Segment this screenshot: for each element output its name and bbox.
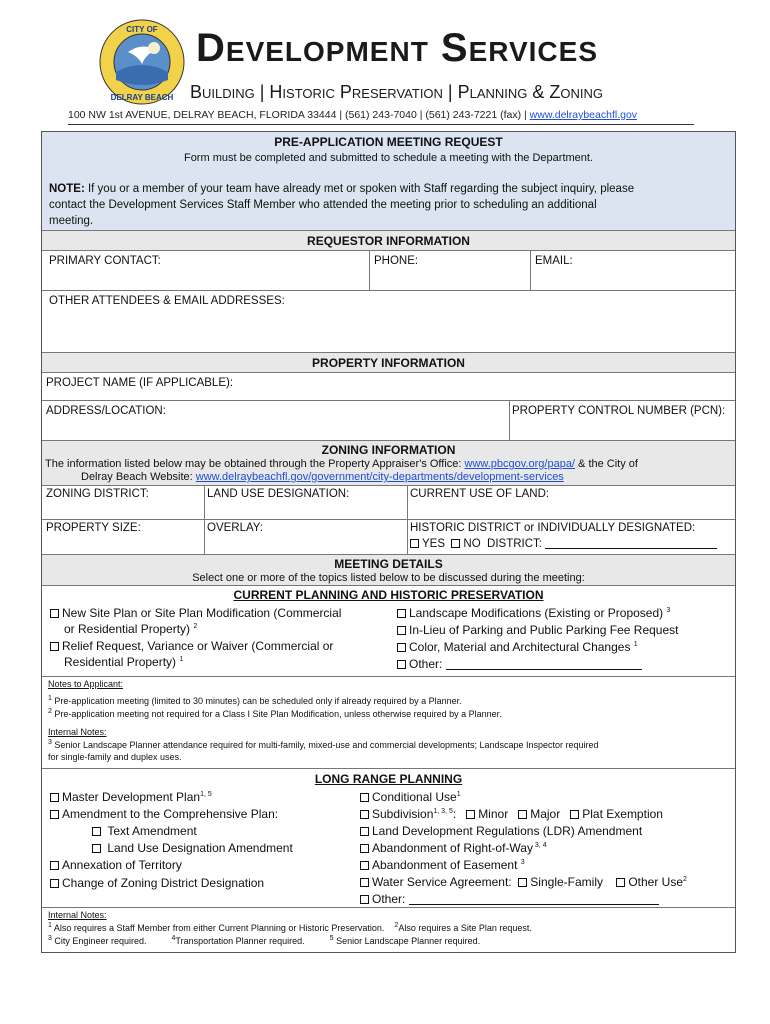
option-master-plan: Master Development Plan$^{1, 5}$	[50, 790, 212, 804]
divider	[42, 768, 735, 769]
option-easement-abandonment: Abandonment of Easement $^3$	[360, 858, 525, 872]
lr-other-checkbox[interactable]	[360, 895, 369, 904]
option-label: Water Service Agreement:	[372, 875, 512, 889]
option-label: Land Development Regulations (LDR) Amendment	[372, 824, 643, 838]
form-title: PRE-APPLICATION MEETING REQUEST	[274, 135, 503, 149]
historic-options	[410, 538, 717, 550]
option-subdivision: Subdivision$^{1, 3, 5}$: Minor Major Plat Exemption	[360, 807, 663, 821]
note-text: Transportation Planner required.	[175, 936, 305, 946]
overlay-label: OVERLAY:	[207, 522, 264, 534]
option-label: Other Use	[628, 875, 684, 889]
note-text: Pre-application meeting not required for a Class I Site Plan Modification, unless otherwise required by a Planner.	[54, 709, 502, 719]
comp-plan-checkbox[interactable]	[50, 810, 59, 819]
lr-internal-notes-line-2: $^3$ City Engineer required. $^4$Transportation Planner required. $^5$ Senior Landscape Planner required.	[48, 935, 481, 946]
easement-abandonment-checkbox[interactable]	[360, 861, 369, 870]
other-use-checkbox[interactable]	[616, 878, 625, 887]
zoning-info-text-b: & the City of	[575, 458, 638, 470]
current-planning-heading: CURRENT PLANNING AND HISTORIC PRESERVATION	[233, 588, 544, 602]
note-text-1: If you or a member of your team have already met or spoken with Staff regarding the subject inquiry, please	[84, 183, 635, 195]
lr-internal-notes-heading: Internal Notes:	[48, 910, 107, 920]
option-other	[397, 657, 642, 671]
conditional-use-checkbox[interactable]	[360, 793, 369, 802]
other-checkbox[interactable]	[397, 660, 406, 669]
option-label: Land Use Designation Amendment	[107, 841, 293, 855]
note-text: Also requires a Site Plan request.	[398, 923, 532, 933]
option-label: Abandonment of Easement	[372, 858, 518, 872]
water-service-checkbox[interactable]	[360, 878, 369, 887]
property-heading: PROPERTY INFORMATION	[312, 356, 465, 370]
option-relief-request	[50, 639, 333, 653]
option-new-site-plan-cont: or Residential Property) $^2$	[64, 622, 198, 636]
option-label: Major	[530, 807, 561, 821]
zoning-info-line-1	[45, 458, 638, 470]
text-amendment-checkbox[interactable]	[92, 827, 101, 836]
option-label: New Site Plan or Site Plan Modification (Commercial	[62, 606, 342, 620]
option-relief-request-cont: Residential Property) $^1$	[64, 655, 184, 669]
contact-address	[68, 109, 637, 121]
header-divider	[68, 124, 694, 125]
note-1: $^1$ Pre-application meeting (limited to 30 minutes) can be scheduled only if already required by a Planner.	[48, 695, 462, 706]
no-label: NO	[463, 538, 481, 550]
form-instruction: Form must be completed and submitted to schedule a meeting with the Department.	[183, 152, 594, 164]
option-color-material: Color, Material and Architectural Changes $^1$	[397, 640, 638, 654]
note-text: Also requires a Staff Member from either Current Planning or Historic Preservation.	[53, 923, 385, 933]
option-conditional-use: Conditional Use$^1$	[360, 790, 461, 804]
divider	[42, 485, 735, 486]
zoning-district-label: ZONING DISTRICT:	[46, 488, 149, 500]
ldr-amendment-checkbox[interactable]	[360, 827, 369, 836]
other-attendees-label: OTHER ATTENDEES & EMAIL ADDRESSES:	[49, 295, 285, 307]
option-new-site-plan	[50, 606, 341, 620]
page-subtitle: Building | Historic Preservation | Planning & Zoning	[190, 82, 604, 102]
note-text: City Engineer required.	[54, 936, 147, 946]
page-title: Development Services	[196, 26, 599, 70]
color-material-checkbox[interactable]	[397, 643, 406, 652]
development-services-link[interactable]: www.delraybeachfl.gov/government/city-departments/development-services	[195, 471, 564, 483]
option-comp-plan	[50, 807, 278, 821]
single-family-checkbox[interactable]	[518, 878, 527, 887]
primary-contact-label: PRIMARY CONTACT:	[49, 255, 161, 267]
address-label: ADDRESS/LOCATION:	[46, 405, 166, 417]
option-text-amendment	[92, 824, 197, 838]
note-line-2: contact the Development Services Staff Member who attended the meeting prior to scheduling an additional	[49, 199, 597, 211]
email-label: EMAIL:	[535, 255, 573, 267]
in-lieu-parking-checkbox[interactable]	[397, 626, 406, 635]
option-label: Relief Request, Variance or Waiver (Commercial or	[62, 639, 334, 653]
meeting-instruction: Select one or more of the topics listed below to be discussed during the meeting:	[192, 572, 585, 584]
divider	[42, 290, 735, 291]
internal-notes-heading: Internal Notes:	[48, 727, 107, 737]
option-ldr-amendment	[360, 824, 642, 838]
option-lr-other	[360, 892, 659, 906]
option-land-use-amendment	[92, 841, 293, 855]
option-label: or Residential Property)	[64, 622, 191, 636]
option-label: Annexation of Territory	[62, 858, 182, 872]
website-link[interactable]: www.delraybeachfl.gov	[529, 109, 638, 121]
option-label: Color, Material and Architectural Changes	[409, 640, 631, 654]
major-checkbox[interactable]	[518, 810, 527, 819]
divider	[42, 372, 735, 373]
option-label: Subdivision	[372, 807, 434, 821]
lr-other-input[interactable]	[409, 904, 659, 905]
zoning-heading: ZONING INFORMATION	[321, 443, 456, 457]
divider	[42, 400, 735, 401]
current-use-label: CURRENT USE OF LAND:	[410, 488, 550, 500]
land-use-amendment-checkbox[interactable]	[92, 844, 101, 853]
note-label: NOTE:	[49, 183, 85, 195]
landscape-checkbox[interactable]	[397, 609, 406, 618]
yes-label: YES	[422, 538, 446, 550]
other-input[interactable]	[446, 669, 642, 670]
option-label: Master Development Plan	[62, 790, 201, 804]
divider	[530, 250, 531, 290]
project-name-label: PROJECT NAME (IF APPLICABLE):	[46, 377, 234, 389]
option-label: In-Lieu of Parking and Public Parking Fee Request	[409, 623, 679, 637]
phone-label: PHONE:	[374, 255, 419, 267]
district-label: DISTRICT:	[487, 538, 542, 550]
plat-exemption-checkbox[interactable]	[570, 810, 579, 819]
option-label: Text Amendment	[107, 824, 197, 838]
long-range-heading: LONG RANGE PLANNING	[314, 772, 463, 786]
minor-checkbox[interactable]	[466, 810, 475, 819]
yes-checkbox[interactable]	[410, 539, 419, 548]
divider	[42, 585, 735, 586]
zoning-info-text: The information listed below may be obtained through the Property Appraiser's Office:	[45, 458, 465, 470]
historic-district-label: HISTORIC DISTRICT or INDIVIDUALLY DESIGNATED:	[410, 522, 696, 534]
option-water-service: Water Service Agreement: Single-Family Other Use$^2$	[360, 875, 687, 889]
zoning-info-text-2: Delray Beach Website:	[81, 471, 196, 483]
annexation-checkbox[interactable]	[50, 861, 59, 870]
option-zoning-change	[50, 876, 264, 890]
divider	[42, 676, 735, 677]
district-input[interactable]	[545, 548, 717, 549]
meeting-heading: MEETING DETAILS	[334, 557, 443, 571]
internal-note-1-cont: for single-family and duplex uses.	[48, 752, 182, 762]
option-label: Landscape Modifications (Existing or Proposed)	[409, 606, 664, 620]
option-label: Single-Family	[530, 875, 603, 889]
option-label: Plat Exemption	[582, 807, 663, 821]
pcn-label: PROPERTY CONTROL NUMBER (PCN):	[512, 405, 726, 417]
option-label: Change of Zoning District Designation	[62, 876, 265, 890]
note-2: $^2$ Pre-application meeting not required for a Class I Site Plan Modification, unless otherwise required by a Planner.	[48, 708, 502, 719]
property-size-label: PROPERTY SIZE:	[46, 522, 141, 534]
zoning-info-line-2	[81, 471, 564, 483]
option-label: Amendment to the Comprehensive Plan:	[62, 807, 279, 821]
new-site-plan-checkbox[interactable]	[50, 609, 59, 618]
option-label: Other:	[372, 892, 406, 906]
land-use-label: LAND USE DESIGNATION:	[207, 488, 350, 500]
subdivision-checkbox[interactable]	[360, 810, 369, 819]
note-text: Pre-application meeting (limited to 30 minutes) can be scheduled only if already required by a Planner.	[54, 696, 462, 706]
no-checkbox[interactable]	[451, 539, 460, 548]
option-label: Conditional Use	[372, 790, 457, 804]
zoning-change-checkbox[interactable]	[50, 879, 59, 888]
option-in-lieu-parking	[397, 623, 679, 637]
divider	[42, 519, 735, 520]
divider	[509, 400, 510, 440]
option-label: Minor	[478, 807, 509, 821]
master-plan-checkbox[interactable]	[50, 793, 59, 802]
relief-request-checkbox[interactable]	[50, 642, 59, 651]
note-line-3: meeting.	[49, 215, 94, 227]
row-abandonment-checkbox[interactable]	[360, 844, 369, 853]
divider	[42, 907, 735, 908]
option-label: Residential Property)	[64, 655, 177, 669]
note-text: Senior Landscape Planner required.	[336, 936, 481, 946]
divider	[42, 250, 735, 251]
internal-note-1: $^3$ Senior Landscape Planner attendance required for multi-family, mixed-use and commercial developments; Landscape Inspector required	[48, 739, 599, 750]
requestor-heading: REQUESTOR INFORMATION	[307, 234, 470, 248]
option-row-abandonment: Abandonment of Right-of-Way $^{3, 4}$	[360, 841, 547, 855]
note-text: Senior Landscape Planner attendance required for multi-family, mixed-use and commercial developments; Landscape Inspector required	[54, 740, 599, 750]
option-label: Other:	[409, 657, 443, 671]
city-seal-logo	[98, 18, 186, 106]
svg-text:DELRAY BEACH: DELRAY BEACH	[110, 93, 174, 102]
divider	[369, 250, 370, 290]
lr-internal-notes-line-1: $^1$ Also requires a Staff Member from either Current Planning or Historic Preservation. $^2$Also requires a Site Plan request.	[48, 922, 532, 933]
note-line-1	[49, 183, 634, 195]
option-annexation	[50, 858, 182, 872]
option-landscape: Landscape Modifications (Existing or Proposed) $^3$	[397, 606, 670, 620]
option-label: Abandonment of Right-of-Way	[372, 841, 533, 855]
notes-heading: Notes to Applicant:	[48, 679, 124, 689]
svg-text:CITY OF: CITY OF	[126, 25, 158, 34]
papa-link[interactable]: www.pbcgov.org/papa/	[464, 458, 575, 470]
address-text: 100 NW 1st AVENUE, DELRAY BEACH, FLORIDA 33444 | (561) 243-7040 | (561) 243-7221 (fax) |	[68, 109, 527, 121]
